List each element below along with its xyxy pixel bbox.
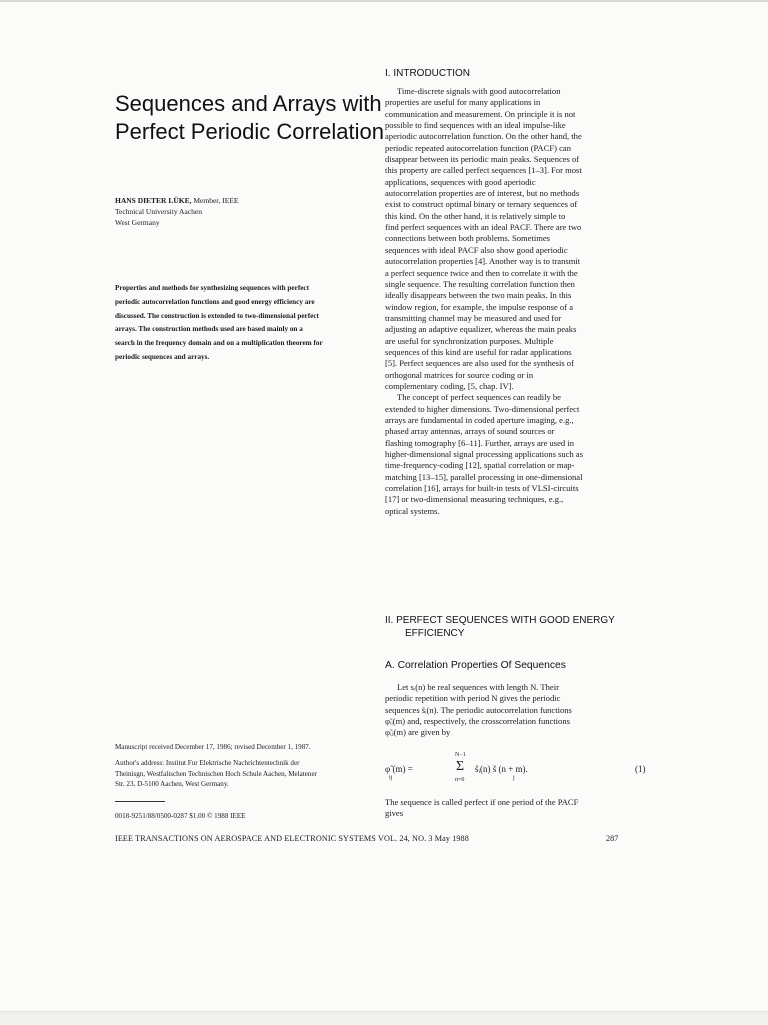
body-line: window region, for example, the impulse response of a [385,301,573,312]
body-line: sequences of this kind are useful for radar applications [385,346,572,357]
equation-sum-upper-limit: N−1 [455,752,466,758]
heading-line: II. PERFECT SEQUENCES WITH GOOD ENERGY [385,615,615,626]
body-line: autocorrelation properties [4]. Another way is to transmit [385,256,581,267]
author-membership: Member, IEEE [191,196,239,205]
footnotes [115,742,377,821]
body-line: Let sᵢ(n) be real sequences with length N. Their [397,682,559,692]
body-line: periodic repetition with period N gives the periodic [385,693,561,704]
journal-footer: IEEE TRANSACTIONS ON AEROSPACE AND ELECTRONIC SYSTEMS VOL. 24, NO. 3 May 1988 [115,834,469,843]
body-line: find perfect sequences with an ideal PACF. There are two [385,222,582,233]
body-line: connections between both problems. Sometimes [385,233,550,244]
body-line: [5]. Perfect sequences are also used for the synthesis of [385,358,574,369]
abstract-line: periodic autocorrelation functions and good energy efficiency are [115,297,315,306]
body-line: orthogonal matrices for source coding or in [385,369,534,380]
body-line: sequences s̃ᵢ(n). The periodic autocorrelation functions [385,704,572,715]
body-line: this property are called perfect sequences [1–3]. For most [385,165,582,176]
page-number: 287 [606,834,619,843]
equation-lhs-subscript: ij [389,775,393,781]
author-block [115,195,375,228]
body-line: this kind. On the other hand, it is relatively simple to [385,210,566,221]
equation-sum-lower-limit: n=0 [455,777,465,783]
body-line: single sequence. The resulting correlation function then [385,278,575,289]
body-line: transmitting channel may be measured and used for [385,312,562,323]
body-line: sequences with ideal PACF also show good aperiodic [385,244,568,255]
author-institution: Technical University Aachen [115,207,202,216]
address-line: Str. 23, D-5100 Aachen, West Germany. [115,780,229,789]
body-line: a perfect sequence twice and then to correlate it with the [385,267,578,278]
body-line: complementary coding, [5, chap. IV]. [385,380,514,391]
equation-lhs: φ̃ (m) = [385,764,413,774]
title-line: Sequences and Arrays with [115,91,382,116]
abstract [115,282,377,365]
body-line: periodic repeated autocorrelation function (PACF) can [385,142,571,153]
subsection-heading: A. Correlation Properties Of Sequences [385,660,566,671]
body-line: time-frequency-coding [12], spatial correlation or map- [385,460,575,471]
body-line: optical systems. [385,505,440,516]
heading-line: EFFICIENCY [405,628,465,639]
body-line: correlation [16], arrays for built-in tests of VLSI-circuits [385,483,579,494]
equation-sum-symbol: Σ [456,759,465,774]
section-heading-introduction: I. INTRODUCTION [385,68,470,79]
author-name: HANS DIETER LÜKE, [115,196,192,205]
abstract-line: search in the frequency domain and on a multiplication theorem for [115,339,323,348]
body-line: higher-dimensional signal processing applications such as [385,449,584,459]
author-country: West Germany [115,218,160,227]
body-line: gives [385,808,404,819]
scan-top-edge [0,0,768,2]
abstract-line: Properties and methods for synthesizing sequences with perfect [115,284,309,292]
equation-rhs-subscript: j [513,775,515,781]
body-line: extended to higher dimensions. Two-dimensional perfect [385,403,580,414]
section2-body [385,682,645,739]
introduction-body [385,86,645,517]
address-line: Author's address: Institut Fur Elektrische Nachrichtentechnik der [115,759,300,768]
body-line: Time-discrete signals with good autocorrelation [397,86,561,96]
body-line: autocorrelation properties are of interest, but no methods [385,188,580,199]
abstract-line: discussed. The construction is extended to two-dimensional perfect [115,311,319,320]
body-line: aperiodic autocorrelation function. On the other hand, the [385,131,582,142]
body-line: phased array antennas, arrays of sound sources or [385,426,555,437]
body-line: properties are useful for many applications in [385,97,541,108]
body-line: φ̃ᵢᵢ(m) and, respectively, the crosscorrelation functions [385,716,570,727]
body-line: The sequence is called perfect if one period of the PACF [385,797,579,807]
equation-number: (1) [635,764,646,774]
equation-1 [385,752,650,792]
paper-title [115,90,385,146]
address-line: Theinisgn, Westfalischen Technischen Hoch Schule Aachen, Melatener [115,769,317,778]
body-line: applications, sequences with good aperiodic [385,176,536,187]
body-line: exist to construct optimal binary or ternary sequences of [385,199,578,210]
scan-bottom-edge [0,1011,768,1025]
title-line: Perfect Periodic Correlation [115,119,385,144]
equation-rhs: s̃ᵢ(n) s̃ (n + m). [475,764,528,774]
body-line: The concept of perfect sequences can readily be [397,392,561,403]
body-line: possible to find sequences with an ideal impulse-like [385,120,566,131]
manuscript-received: Manuscript received December 17, 1986; revised December 1, 1987. [115,743,311,751]
section2-body-continued [385,797,645,820]
body-line: arrays are fundamental in coded aperture imaging, e.g., [385,414,574,425]
footnote-rule [115,801,165,802]
body-line: flashing tomography [6–11]. Further, arrays are used in [385,437,574,448]
body-line: ideally disappears between the two main peaks. In this [385,290,572,301]
body-line: are useful for synchronization purposes. Multiple [385,335,554,346]
body-line: communication and measurement. On principle it is not [385,108,576,119]
body-line: φ̃ᵢⱼ(m) are given by [385,727,451,738]
body-line: [17] or two-dimensional measuring techniques, e.g., [385,494,564,505]
body-line: disappear between its periodic main peaks. Sequences of [385,154,580,165]
copyright-line: 0018-9251/88/0500-0287 $1.00 © 1988 IEEE [115,811,246,820]
author-line [115,195,375,206]
body-line: matching [13–15], parallel processing in one-dimensional [385,471,583,482]
section-heading-perfect-sequences [385,614,615,640]
abstract-line: arrays. The construction methods used are based mainly on a [115,325,303,334]
abstract-line: periodic sequences and arrays. [115,352,210,361]
body-line: adjusting an adaptive equalizer, whereas the main peaks [385,324,577,335]
